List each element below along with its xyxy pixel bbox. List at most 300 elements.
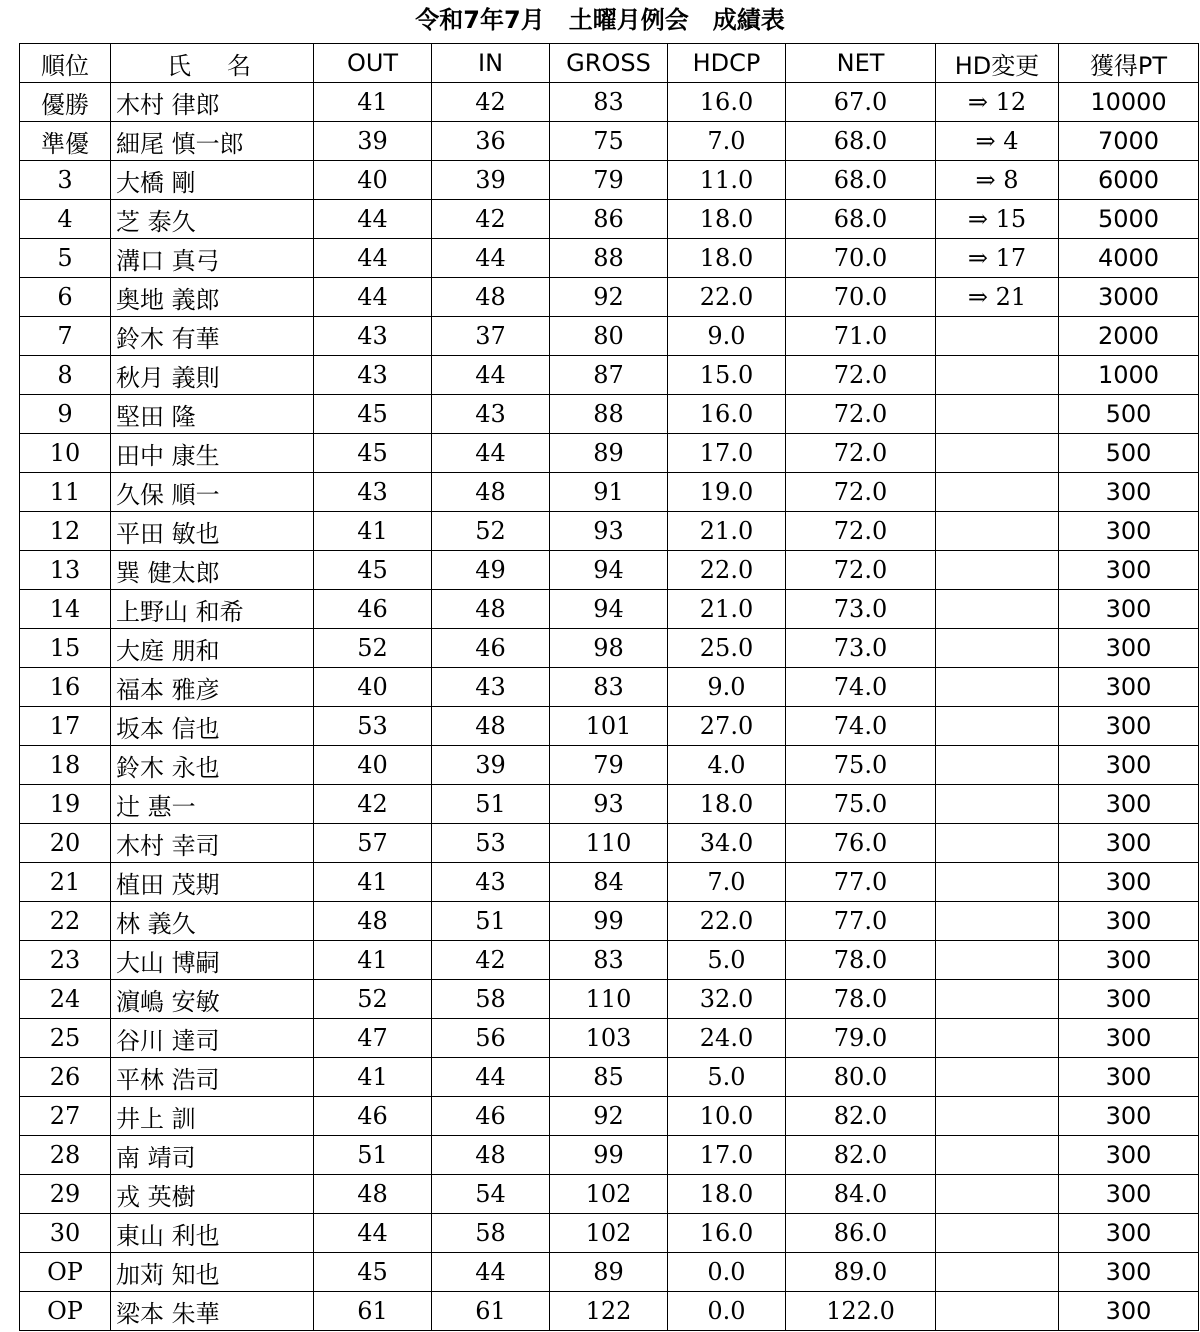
hdcp-cell: 17.0	[668, 434, 786, 473]
table-row	[20, 1214, 1199, 1253]
name-cell: 林 義久	[111, 902, 314, 941]
table-row	[20, 83, 1199, 122]
hd-change-cell	[936, 356, 1059, 395]
table-row	[20, 161, 1199, 200]
table-row	[20, 863, 1199, 902]
in-cell: 42	[432, 200, 550, 239]
name-cell: 細尾 慎一郎	[111, 122, 314, 161]
net-cell: 68.0	[786, 161, 936, 200]
net-cell: 68.0	[786, 200, 936, 239]
hdcp-cell: 18.0	[668, 200, 786, 239]
hdcp-cell: 15.0	[668, 356, 786, 395]
hd-change-cell	[936, 668, 1059, 707]
hdcp-cell: 16.0	[668, 83, 786, 122]
net-cell: 77.0	[786, 902, 936, 941]
out-cell: 47	[314, 1019, 432, 1058]
name-cell: 平林 浩司	[111, 1058, 314, 1097]
hdcp-cell: 22.0	[668, 551, 786, 590]
hd-change-cell	[936, 512, 1059, 551]
rank-cell: 24	[20, 980, 111, 1019]
in-cell: 42	[432, 941, 550, 980]
net-cell: 72.0	[786, 512, 936, 551]
hd-change-cell	[936, 590, 1059, 629]
name-cell: 木村 律郎	[111, 83, 314, 122]
header-in: IN	[432, 44, 550, 83]
out-cell: 46	[314, 1097, 432, 1136]
out-cell: 44	[314, 200, 432, 239]
net-cell: 79.0	[786, 1019, 936, 1058]
gross-cell: 79	[550, 746, 668, 785]
table-row	[20, 200, 1199, 239]
hdcp-cell: 18.0	[668, 239, 786, 278]
gross-cell: 101	[550, 707, 668, 746]
out-cell: 41	[314, 83, 432, 122]
out-cell: 40	[314, 161, 432, 200]
name-cell: 木村 幸司	[111, 824, 314, 863]
hd-change-cell	[936, 785, 1059, 824]
name-cell: 大庭 朋和	[111, 629, 314, 668]
name-cell: 芝 泰久	[111, 200, 314, 239]
net-cell: 80.0	[786, 1058, 936, 1097]
out-cell: 53	[314, 707, 432, 746]
gross-cell: 93	[550, 785, 668, 824]
net-cell: 71.0	[786, 317, 936, 356]
gross-cell: 83	[550, 668, 668, 707]
name-cell: 田中 康生	[111, 434, 314, 473]
rank-cell: 6	[20, 278, 111, 317]
table-row	[20, 668, 1199, 707]
points-cell: 4000	[1059, 239, 1199, 278]
in-cell: 61	[432, 1292, 550, 1331]
name-cell: 戎 英樹	[111, 1175, 314, 1214]
name-cell: 東山 利也	[111, 1214, 314, 1253]
gross-cell: 83	[550, 941, 668, 980]
hdcp-cell: 25.0	[668, 629, 786, 668]
gross-cell: 122	[550, 1292, 668, 1331]
rank-cell: 11	[20, 473, 111, 512]
in-cell: 43	[432, 863, 550, 902]
out-cell: 48	[314, 1175, 432, 1214]
in-cell: 53	[432, 824, 550, 863]
table-row	[20, 785, 1199, 824]
hd-change-cell	[936, 1175, 1059, 1214]
net-cell: 67.0	[786, 83, 936, 122]
results-table	[19, 43, 1199, 1331]
net-cell: 86.0	[786, 1214, 936, 1253]
table-row	[20, 1097, 1199, 1136]
hd-change-cell	[936, 902, 1059, 941]
out-cell: 45	[314, 395, 432, 434]
table-row	[20, 356, 1199, 395]
points-cell: 300	[1059, 785, 1199, 824]
net-cell: 77.0	[786, 863, 936, 902]
points-cell: 5000	[1059, 200, 1199, 239]
gross-cell: 80	[550, 317, 668, 356]
gross-cell: 102	[550, 1175, 668, 1214]
hdcp-cell: 7.0	[668, 863, 786, 902]
out-cell: 43	[314, 356, 432, 395]
points-cell: 300	[1059, 1253, 1199, 1292]
out-cell: 43	[314, 473, 432, 512]
hd-change-cell	[936, 980, 1059, 1019]
points-cell: 300	[1059, 1058, 1199, 1097]
hdcp-cell: 16.0	[668, 395, 786, 434]
out-cell: 41	[314, 1058, 432, 1097]
rank-cell: 5	[20, 239, 111, 278]
header-name: 氏 名	[111, 44, 314, 83]
points-cell: 2000	[1059, 317, 1199, 356]
hd-change-cell	[936, 824, 1059, 863]
table-row	[20, 629, 1199, 668]
hd-change-cell	[936, 1253, 1059, 1292]
gross-cell: 103	[550, 1019, 668, 1058]
table-row	[20, 434, 1199, 473]
net-cell: 72.0	[786, 473, 936, 512]
in-cell: 39	[432, 161, 550, 200]
table-row	[20, 902, 1199, 941]
table-row	[20, 1292, 1199, 1331]
hd-change-cell	[936, 473, 1059, 512]
points-cell: 300	[1059, 1292, 1199, 1331]
out-cell: 51	[314, 1136, 432, 1175]
in-cell: 48	[432, 473, 550, 512]
table-row	[20, 1175, 1199, 1214]
gross-cell: 94	[550, 590, 668, 629]
net-cell: 74.0	[786, 668, 936, 707]
rank-cell: 30	[20, 1214, 111, 1253]
out-cell: 44	[314, 239, 432, 278]
gross-cell: 89	[550, 1253, 668, 1292]
hdcp-cell: 17.0	[668, 1136, 786, 1175]
rank-cell: 25	[20, 1019, 111, 1058]
hdcp-cell: 10.0	[668, 1097, 786, 1136]
hd-change-cell	[936, 863, 1059, 902]
out-cell: 45	[314, 551, 432, 590]
points-cell: 300	[1059, 473, 1199, 512]
points-cell: 300	[1059, 707, 1199, 746]
points-cell: 300	[1059, 1136, 1199, 1175]
out-cell: 46	[314, 590, 432, 629]
out-cell: 39	[314, 122, 432, 161]
in-cell: 48	[432, 1136, 550, 1175]
hdcp-cell: 5.0	[668, 941, 786, 980]
in-cell: 42	[432, 83, 550, 122]
name-cell: 辻 惠一	[111, 785, 314, 824]
header-hd-change: HD変更	[936, 44, 1059, 83]
name-cell: 福本 雅彦	[111, 668, 314, 707]
out-cell: 45	[314, 1253, 432, 1292]
hdcp-cell: 18.0	[668, 1175, 786, 1214]
hd-change-cell	[936, 1019, 1059, 1058]
points-cell: 300	[1059, 863, 1199, 902]
table-header-row	[20, 44, 1199, 83]
gross-cell: 89	[550, 434, 668, 473]
hd-change-cell	[936, 395, 1059, 434]
rank-cell: 29	[20, 1175, 111, 1214]
rank-cell: OP	[20, 1292, 111, 1331]
in-cell: 37	[432, 317, 550, 356]
in-cell: 48	[432, 707, 550, 746]
rank-cell: 16	[20, 668, 111, 707]
points-cell: 300	[1059, 629, 1199, 668]
gross-cell: 110	[550, 824, 668, 863]
points-cell: 300	[1059, 1214, 1199, 1253]
points-cell: 300	[1059, 551, 1199, 590]
gross-cell: 98	[550, 629, 668, 668]
name-cell: 秋月 義則	[111, 356, 314, 395]
header-hdcp: HDCP	[668, 44, 786, 83]
hdcp-cell: 18.0	[668, 785, 786, 824]
in-cell: 48	[432, 278, 550, 317]
points-cell: 300	[1059, 941, 1199, 980]
name-cell: 溝口 真弓	[111, 239, 314, 278]
points-cell: 300	[1059, 1019, 1199, 1058]
header-gross: GROSS	[550, 44, 668, 83]
points-cell: 300	[1059, 590, 1199, 629]
rank-cell: 14	[20, 590, 111, 629]
hd-change-cell: ⇒ 8	[936, 161, 1059, 200]
hdcp-cell: 34.0	[668, 824, 786, 863]
in-cell: 36	[432, 122, 550, 161]
hdcp-cell: 9.0	[668, 668, 786, 707]
table-body	[20, 83, 1199, 1331]
name-cell: 大橋 剛	[111, 161, 314, 200]
hdcp-cell: 22.0	[668, 902, 786, 941]
net-cell: 68.0	[786, 122, 936, 161]
out-cell: 41	[314, 512, 432, 551]
rank-cell: 18	[20, 746, 111, 785]
net-cell: 74.0	[786, 707, 936, 746]
in-cell: 44	[432, 1058, 550, 1097]
net-cell: 78.0	[786, 941, 936, 980]
table-row	[20, 1019, 1199, 1058]
gross-cell: 75	[550, 122, 668, 161]
net-cell: 76.0	[786, 824, 936, 863]
net-cell: 78.0	[786, 980, 936, 1019]
table-row	[20, 1136, 1199, 1175]
hd-change-cell: ⇒ 17	[936, 239, 1059, 278]
name-cell: 堅田 隆	[111, 395, 314, 434]
rank-cell: 3	[20, 161, 111, 200]
table-row	[20, 1058, 1199, 1097]
rank-cell: 21	[20, 863, 111, 902]
out-cell: 45	[314, 434, 432, 473]
gross-cell: 99	[550, 902, 668, 941]
out-cell: 52	[314, 980, 432, 1019]
rank-cell: 15	[20, 629, 111, 668]
gross-cell: 88	[550, 395, 668, 434]
in-cell: 46	[432, 1097, 550, 1136]
out-cell: 42	[314, 785, 432, 824]
hdcp-cell: 21.0	[668, 590, 786, 629]
hdcp-cell: 21.0	[668, 512, 786, 551]
points-cell: 300	[1059, 1175, 1199, 1214]
hdcp-cell: 5.0	[668, 1058, 786, 1097]
out-cell: 57	[314, 824, 432, 863]
in-cell: 44	[432, 239, 550, 278]
hdcp-cell: 24.0	[668, 1019, 786, 1058]
rank-cell: 26	[20, 1058, 111, 1097]
rank-cell: 9	[20, 395, 111, 434]
table-row	[20, 746, 1199, 785]
in-cell: 51	[432, 902, 550, 941]
rank-cell: 23	[20, 941, 111, 980]
hd-change-cell: ⇒ 12	[936, 83, 1059, 122]
out-cell: 52	[314, 629, 432, 668]
hd-change-cell	[936, 941, 1059, 980]
gross-cell: 83	[550, 83, 668, 122]
out-cell: 40	[314, 746, 432, 785]
hd-change-cell	[936, 1058, 1059, 1097]
name-cell: 鈴木 永也	[111, 746, 314, 785]
gross-cell: 84	[550, 863, 668, 902]
net-cell: 72.0	[786, 434, 936, 473]
hd-change-cell	[936, 746, 1059, 785]
in-cell: 44	[432, 1253, 550, 1292]
table-row	[20, 239, 1199, 278]
points-cell: 10000	[1059, 83, 1199, 122]
out-cell: 48	[314, 902, 432, 941]
table-row	[20, 941, 1199, 980]
net-cell: 72.0	[786, 356, 936, 395]
hdcp-cell: 9.0	[668, 317, 786, 356]
rank-cell: OP	[20, 1253, 111, 1292]
net-cell: 70.0	[786, 239, 936, 278]
in-cell: 58	[432, 1214, 550, 1253]
hd-change-cell	[936, 1292, 1059, 1331]
table-row	[20, 395, 1199, 434]
name-cell: 坂本 信也	[111, 707, 314, 746]
points-cell: 7000	[1059, 122, 1199, 161]
name-cell: 大山 博嗣	[111, 941, 314, 980]
name-cell: 奥地 義郎	[111, 278, 314, 317]
table-row	[20, 590, 1199, 629]
net-cell: 84.0	[786, 1175, 936, 1214]
name-cell: 巽 健太郎	[111, 551, 314, 590]
gross-cell: 91	[550, 473, 668, 512]
table-row	[20, 551, 1199, 590]
out-cell: 41	[314, 863, 432, 902]
net-cell: 73.0	[786, 629, 936, 668]
hdcp-cell: 7.0	[668, 122, 786, 161]
net-cell: 72.0	[786, 551, 936, 590]
rank-cell: 19	[20, 785, 111, 824]
table-row	[20, 278, 1199, 317]
in-cell: 43	[432, 668, 550, 707]
out-cell: 40	[314, 668, 432, 707]
rank-cell: 準優	[20, 122, 111, 161]
net-cell: 82.0	[786, 1136, 936, 1175]
rank-cell: 13	[20, 551, 111, 590]
net-cell: 73.0	[786, 590, 936, 629]
out-cell: 43	[314, 317, 432, 356]
hd-change-cell	[936, 1214, 1059, 1253]
hd-change-cell	[936, 551, 1059, 590]
points-cell: 300	[1059, 668, 1199, 707]
hdcp-cell: 22.0	[668, 278, 786, 317]
name-cell: 久保 順一	[111, 473, 314, 512]
name-cell: 谷川 達司	[111, 1019, 314, 1058]
net-cell: 72.0	[786, 395, 936, 434]
gross-cell: 102	[550, 1214, 668, 1253]
hdcp-cell: 19.0	[668, 473, 786, 512]
out-cell: 44	[314, 278, 432, 317]
table-row	[20, 122, 1199, 161]
name-cell: 鈴木 有華	[111, 317, 314, 356]
points-cell: 1000	[1059, 356, 1199, 395]
points-cell: 500	[1059, 434, 1199, 473]
net-cell: 122.0	[786, 1292, 936, 1331]
table-row	[20, 512, 1199, 551]
gross-cell: 86	[550, 200, 668, 239]
hdcp-cell: 27.0	[668, 707, 786, 746]
table-row	[20, 980, 1199, 1019]
gross-cell: 88	[550, 239, 668, 278]
table-row	[20, 1253, 1199, 1292]
header-out: OUT	[314, 44, 432, 83]
name-cell: 平田 敏也	[111, 512, 314, 551]
hdcp-cell: 11.0	[668, 161, 786, 200]
rank-cell: 12	[20, 512, 111, 551]
gross-cell: 94	[550, 551, 668, 590]
header-net: NET	[786, 44, 936, 83]
table-row	[20, 824, 1199, 863]
points-cell: 500	[1059, 395, 1199, 434]
name-cell: 加苅 知也	[111, 1253, 314, 1292]
out-cell: 41	[314, 941, 432, 980]
points-cell: 6000	[1059, 161, 1199, 200]
net-cell: 75.0	[786, 785, 936, 824]
rank-cell: 4	[20, 200, 111, 239]
hdcp-cell: 32.0	[668, 980, 786, 1019]
rank-cell: 7	[20, 317, 111, 356]
in-cell: 44	[432, 356, 550, 395]
rank-cell: 20	[20, 824, 111, 863]
hd-change-cell	[936, 434, 1059, 473]
hd-change-cell	[936, 1136, 1059, 1175]
hd-change-cell: ⇒ 15	[936, 200, 1059, 239]
hd-change-cell	[936, 629, 1059, 668]
name-cell: 南 靖司	[111, 1136, 314, 1175]
gross-cell: 85	[550, 1058, 668, 1097]
table-row	[20, 707, 1199, 746]
gross-cell: 110	[550, 980, 668, 1019]
hd-change-cell	[936, 707, 1059, 746]
gross-cell: 99	[550, 1136, 668, 1175]
table-row	[20, 473, 1199, 512]
points-cell: 300	[1059, 512, 1199, 551]
net-cell: 75.0	[786, 746, 936, 785]
header-points: 獲得PT	[1059, 44, 1199, 83]
rank-cell: 17	[20, 707, 111, 746]
points-cell: 300	[1059, 824, 1199, 863]
hdcp-cell: 0.0	[668, 1253, 786, 1292]
table-row	[20, 317, 1199, 356]
in-cell: 39	[432, 746, 550, 785]
gross-cell: 92	[550, 278, 668, 317]
header-rank: 順位	[20, 44, 111, 83]
points-cell: 3000	[1059, 278, 1199, 317]
in-cell: 43	[432, 395, 550, 434]
in-cell: 56	[432, 1019, 550, 1058]
gross-cell: 87	[550, 356, 668, 395]
points-cell: 300	[1059, 746, 1199, 785]
gross-cell: 92	[550, 1097, 668, 1136]
hd-change-cell: ⇒ 21	[936, 278, 1059, 317]
hdcp-cell: 16.0	[668, 1214, 786, 1253]
points-cell: 300	[1059, 980, 1199, 1019]
in-cell: 54	[432, 1175, 550, 1214]
